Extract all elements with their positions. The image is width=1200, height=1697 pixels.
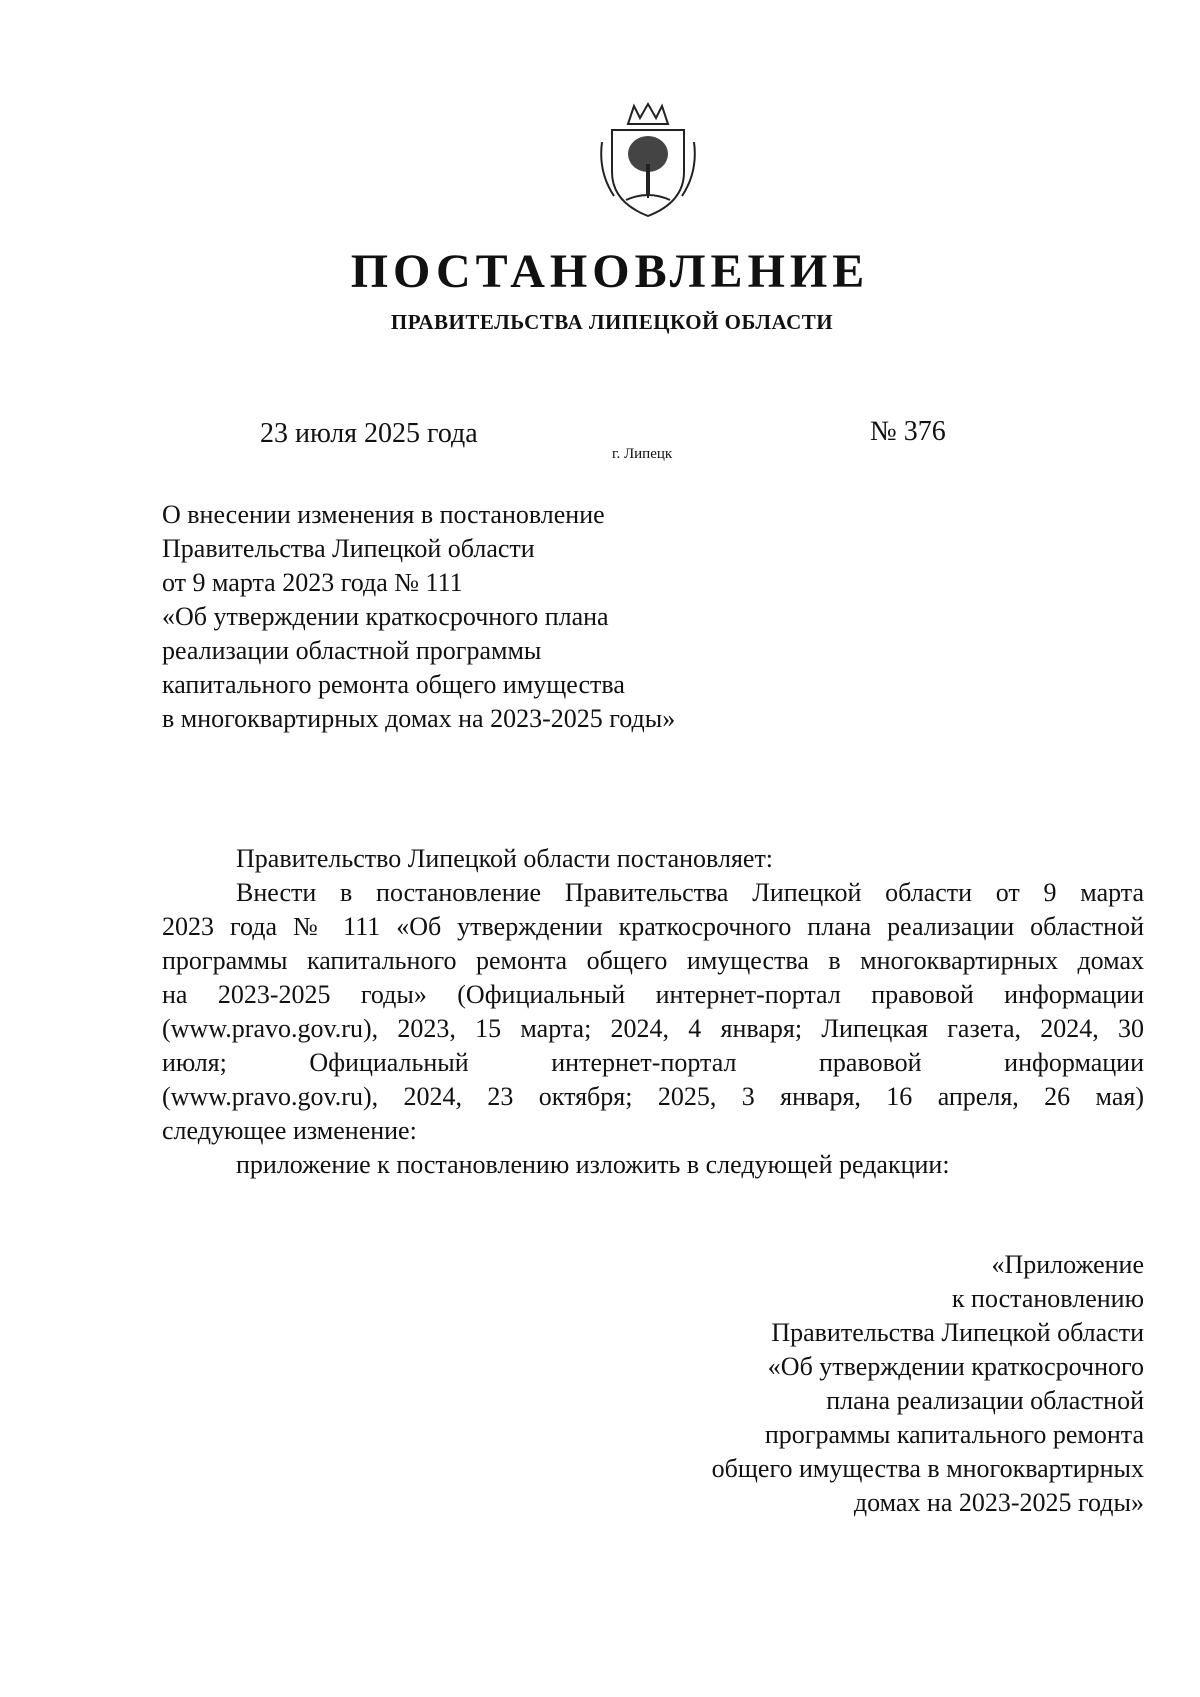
appendix-line: общего имущества в многоквартирных (711, 1454, 1144, 1483)
appendix-line: Правительства Липецкой области (771, 1318, 1144, 1347)
subject-line: капитального ремонта общего имущества (162, 670, 625, 699)
subject-line: Правительства Липецкой области (162, 534, 535, 563)
amend-line: на 2023-2025 годы» (Официальный интернет-портал правовой информации (162, 980, 1144, 1009)
document-city: г. Липецк (612, 446, 673, 462)
appendix-line: «Об утверждении краткосрочного (767, 1352, 1144, 1381)
amend-line: (www.pravo.gov.ru), 2023, 15 марта; 2024, 4 января; Липецкая газета, 2024, 30 (162, 1014, 1144, 1043)
appendix-line: «Приложение (991, 1250, 1144, 1279)
issuer-subtitle: ПРАВИТЕЛЬСТВА ЛИПЕЦКОЙ ОБЛАСТИ (390, 310, 834, 334)
subject-line: в многоквартирных домах на 2023-2025 годы» (162, 704, 676, 733)
resolves-paragraph: Правительство Липецкой области постановляет: (236, 844, 774, 873)
subject-block (162, 498, 675, 736)
appendix-line: программы капитального ремонта (764, 1420, 1144, 1449)
appendix-line: плана реализации областной (826, 1386, 1144, 1415)
appendix-line: домах на 2023-2025 годы» (853, 1488, 1144, 1517)
amend-line: июля; Официальный интернет-портал правовой информации (162, 1048, 1144, 1077)
subject-line: О внесении изменения в постановление (162, 500, 605, 529)
document-number: № 376 (870, 416, 946, 447)
subject-line: от 9 марта 2023 года № 111 (162, 568, 463, 597)
amend-line: программы капитального ремонта общего имущества в многоквартирных домах (162, 946, 1144, 975)
amend-line: 2023 года № 111 «Об утверждении краткосрочного плана реализации областной (162, 912, 1144, 941)
instruction-paragraph: приложение к постановлению изложить в следующей редакции: (236, 1150, 950, 1179)
appendix-header (712, 1248, 1144, 1520)
subject-line: реализации областной программы (162, 636, 542, 665)
amend-line: следующее изменение: (162, 1116, 417, 1145)
document-title: ПОСТАНОВЛЕНИЕ (350, 245, 870, 298)
subject-line: «Об утверждении краткосрочного плана (162, 602, 609, 631)
document-date: 23 июля 2025 года (260, 418, 478, 449)
coat-of-arms-icon (598, 102, 698, 220)
resolution-body (162, 842, 1144, 1182)
appendix-line: к постановлению (951, 1284, 1144, 1313)
amend-line: (www.pravo.gov.ru), 2024, 23 октября; 2025, 3 января, 16 апреля, 26 мая) (162, 1082, 1144, 1111)
amend-line: Внести в постановление Правительства Липецкой области от 9 марта (236, 878, 1144, 907)
